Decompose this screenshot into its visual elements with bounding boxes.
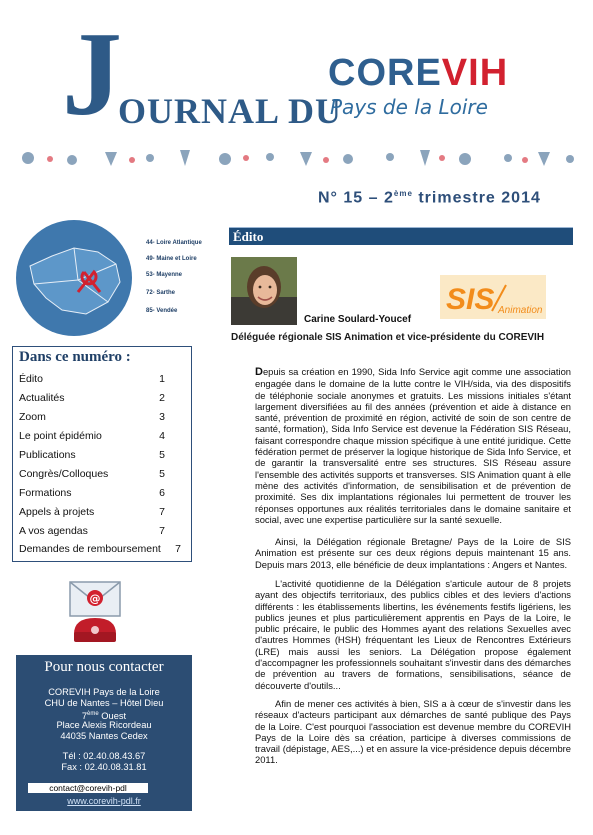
toc-item[interactable]: [19, 411, 185, 429]
corevih-logo: [328, 52, 508, 95]
contact-floor-wing: Ouest: [98, 711, 127, 722]
contact-floor-number: 7: [81, 711, 88, 722]
contact-website-link[interactable]: www.corevih-pdl.fr: [67, 796, 141, 806]
toc-item[interactable]: [19, 506, 185, 524]
toc-item-label: Le point épidémio: [19, 430, 102, 442]
issue-number-main: N° 15 – 2: [318, 189, 394, 207]
issue-number-sup: ème: [393, 189, 413, 198]
toc-item-label: Actualités: [19, 392, 65, 404]
author-role: Déléguée régionale SIS Animation et vice-présidente du COREVIH: [231, 332, 545, 343]
corevih-core-text: CORE: [328, 52, 442, 94]
toc-item-page: 5: [159, 468, 165, 480]
toc-item-label: Congrès/Colloques: [19, 468, 109, 480]
map-label-85: 85- Vendée: [146, 308, 178, 314]
contact-fax: Fax : 02.40.08.31.81: [61, 762, 147, 772]
sis-animation-logo: [440, 275, 546, 319]
table-of-contents: [12, 346, 192, 562]
contact-tel: Tél : 02.40.08.43.67: [62, 751, 146, 761]
map-label-72: 72- Sarthe: [146, 290, 176, 296]
email-phone-icon: [66, 576, 124, 644]
contact-email-link[interactable]: contact@corevih-pdl: [28, 783, 148, 793]
contact-hospital: CHU de Nantes – Hôtel Dieu: [44, 698, 164, 708]
sis-logo-text: SIS: [446, 283, 495, 316]
issue-number-trimester: trimestre 2014: [412, 189, 541, 207]
contact-street: Place Alexis Ricordeau: [56, 720, 152, 730]
toc-item[interactable]: [19, 449, 185, 467]
toc-item[interactable]: [19, 430, 185, 448]
edito-paragraph-2: Ainsi, la Délégation régionale Bretagne/ Pays de la Loire de SIS Animation est présente sur ces deux régions depuis maintenant 15 ans. Depuis mars 2013, elle bénéficie de deux implantations : Angers et Nantes.: [255, 536, 571, 570]
toc-item-label: Formations: [19, 487, 72, 499]
author-photo: [231, 257, 297, 325]
contact-org: COREVIH Pays de la Loire: [48, 687, 160, 697]
svg-text:@: @: [89, 592, 101, 605]
map-label-53: 53- Mayenne: [146, 272, 183, 278]
toc-item-label: Appels à projets: [19, 506, 95, 518]
toc-item[interactable]: [19, 392, 185, 410]
edito-paragraph-3: L'activité quotidienne de la Délégation s'articule autour de 8 projets ayant des objectifs territoriaux, des publics cibles et des leviers d'actions différents : les établissements libertins, les événements festifs ligériens, les publics jeunes et plus particulièrement apprentis en Pays de la Loire, le public précaire, le public des Hommes ayant des relations Sexuelles avec d'autres Hommes (HSH) fréquentant les Lieux de Rencontres Extérieurs (LRE) mais aussi les seniors. La Délégation propose également d'accompagner les professionnels souhaitant s'investir dans des démarches de prévention au travers de formations, sensibilisations, séance de découverte d'outils...: [255, 578, 571, 691]
toc-item-label: Publications: [19, 449, 76, 461]
edito-paragraph-1-text: epuis sa création en 1990, Sida Info Service agit comme une association engagée dans le domaine de la lutte contre le VIH/sida, via des dispositifs de téléphonie sociale anonymes et gratuits. Les missions initiales s'étant largement diversifiées au fil des années (prévention et aide à distance en santé, prévention de proximité en région, activité de soin de son centre de santé, formation), Sida Info Service est devenue la Fédération SIS Réseau, faisant correspondre chaque mission spécifique à une entité juridique. Cette fédération permet de préserver la logique historique de Sida Info Service, et de garantir la transversalité entre ses structures. SIS Réseau assure l'ensemble des activités supports et transverses. SIS Animation quant à elle mène des activités d'information, de sensibilisation et de prévention de proximité. Ses dix implantations régionales lui permettent de trouver les réponses opportunes aux réalités territoriales dans le domaine sanitaire et social, avec une expertise particulière sur la santé sexuelle.: [255, 366, 571, 525]
decorative-ribbon-band: [10, 144, 580, 174]
toc-item-page: 5: [159, 449, 165, 461]
region-map: [12, 218, 212, 338]
toc-title: Dans ce numéro :: [19, 349, 131, 365]
contact-city: 44035 Nantes Cedex: [60, 731, 148, 741]
toc-item[interactable]: [19, 543, 185, 561]
toc-item-label: Zoom: [19, 411, 46, 423]
contact-title: Pour nous contacter: [44, 659, 164, 675]
toc-item-page: 6: [159, 487, 165, 499]
edito-header-bar: [229, 227, 573, 245]
corevih-vih-text: VIH: [441, 52, 509, 94]
toc-item[interactable]: [19, 487, 185, 505]
author-name: Carine Soulard-Youcef: [304, 314, 412, 325]
issue-number: [318, 189, 541, 207]
toc-item-page: 7: [159, 506, 165, 518]
toc-item-page: 1: [159, 373, 165, 385]
toc-item[interactable]: [19, 525, 185, 543]
toc-item-page: 2: [159, 392, 165, 404]
toc-item-page: 7: [159, 525, 165, 537]
map-label-49: 49- Maine et Loire: [146, 256, 197, 262]
toc-item-label: Édito: [19, 373, 43, 385]
toc-item-label: A vos agendas: [19, 525, 88, 537]
region-subtitle: Pays de la Loire: [330, 95, 488, 119]
edito-paragraph-4: Afin de mener ces activités à bien, SIS a à cœur de s'investir dans les réseaux d'acteurs participant aux démarches de santé publique des Pays de la Loire. C'est pourquoi l'association est devenue membre du COREVIH Pays de la Loire dès sa création, participe à diverses commissions de travail (dépistage, AES,...) et en assure la vice-présidence depuis décembre 2011.: [255, 698, 571, 766]
map-label-44: 44- Loire Atlantique: [146, 240, 202, 246]
toc-item-label: Demandes de remboursement: [19, 543, 161, 555]
contact-floor-sup: ème: [87, 711, 99, 717]
edito-header-label: Édito: [233, 229, 264, 244]
toc-item-page: 4: [159, 430, 165, 442]
toc-item-page: 3: [159, 411, 165, 423]
toc-item[interactable]: [19, 468, 185, 486]
masthead-j-letter: J: [62, 7, 122, 140]
edito-paragraph-1: [255, 366, 571, 525]
masthead-journal-du: OURNAL DU: [118, 91, 343, 131]
toc-item-page: 7: [175, 543, 181, 555]
drop-cap: D: [255, 366, 263, 378]
sis-logo-subtext: Animation: [498, 305, 543, 316]
toc-item[interactable]: [19, 373, 185, 391]
